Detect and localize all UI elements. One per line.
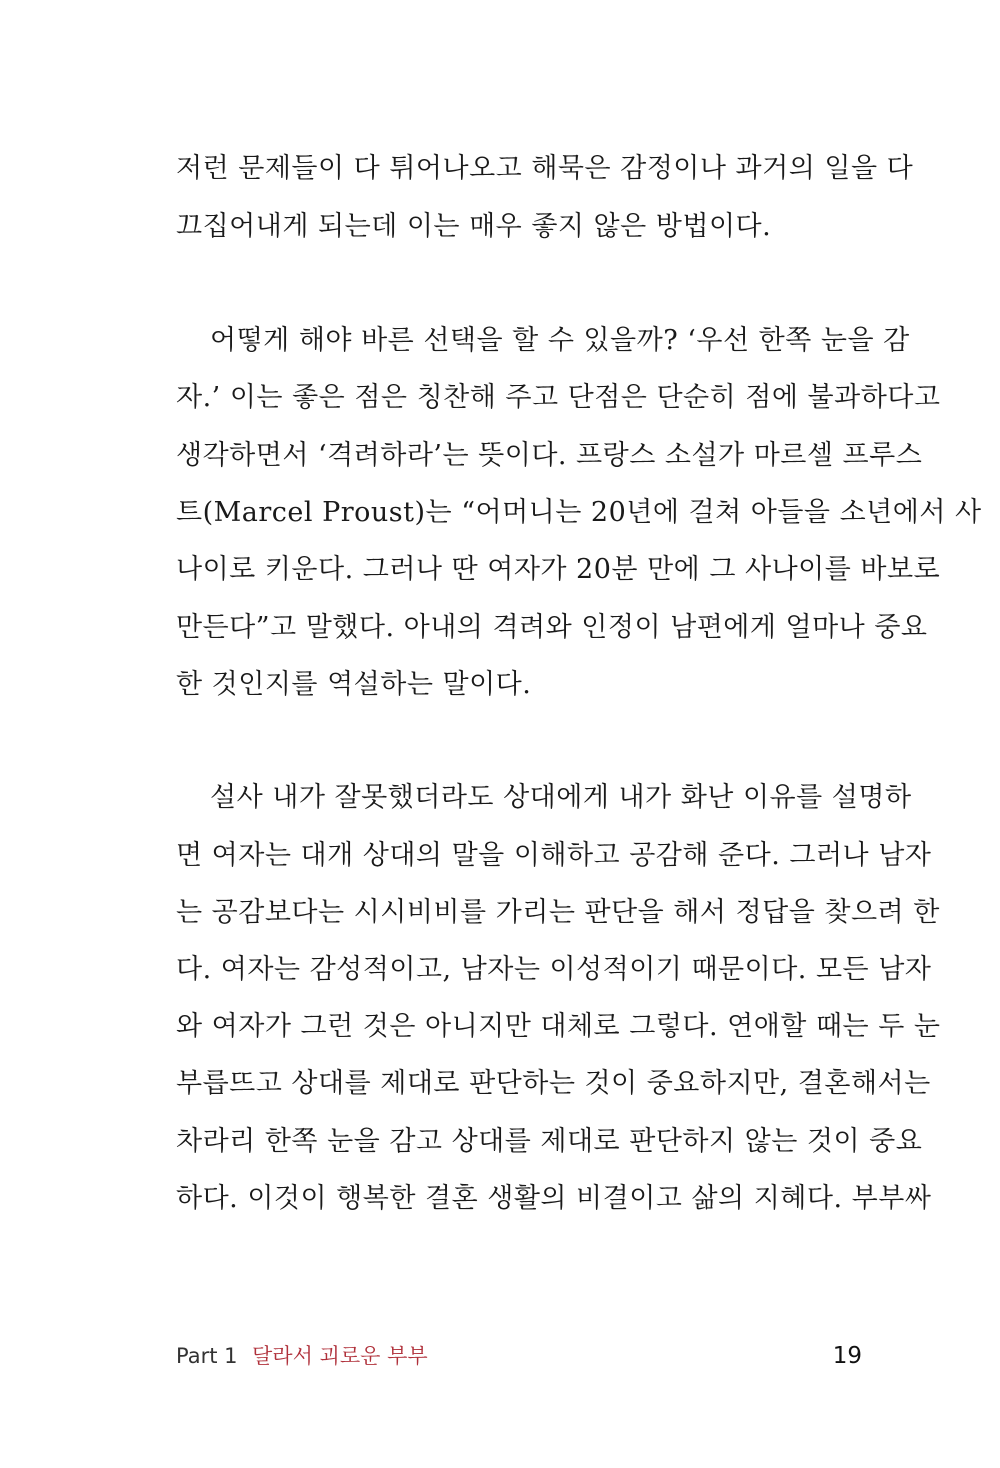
text-line: 끄집어내게 되는데 이는 매우 좋지 않은 방법이다.	[176, 211, 772, 242]
chapter-title: 달라서 괴로운 부부	[252, 1344, 428, 1368]
text-line: 면 여자는 대개 상대의 말을 이해하고 공감해 준다. 그러나 남자	[176, 840, 932, 871]
text-line: 차라리 한쪽 눈을 감고 상대를 제대로 판단하지 않는 것이 중요	[176, 1126, 923, 1157]
page-footer	[176, 1340, 862, 1372]
text-line: 나이로 키운다. 그러나 딴 여자가 20분 만에 그 사나이를 바보로	[176, 554, 941, 585]
text-line: 저런 문제들이 다 튀어나오고 해묵은 감정이나 과거의 일을 다	[176, 153, 914, 184]
text-line: 설사 내가 잘못했더라도 상대에게 내가 화난 이유를 설명하	[210, 782, 912, 813]
text-line: 하다. 이것이 행복한 결혼 생활의 비결이고 삶의 지혜다. 부부싸	[176, 1183, 932, 1214]
page-number: 19	[832, 1343, 862, 1369]
text-line: 생각하면서 ‘격려하라’는 뜻이다. 프랑스 소설가 마르셀 프루스	[176, 440, 923, 471]
text-line: 어떻게 해야 바른 선택을 할 수 있을까? ‘우선 한쪽 눈을 감	[210, 325, 910, 356]
text-line: 트(Marcel Proust)는 “어머니는 20년에 걸쳐 아들을 소년에서 사	[176, 497, 982, 528]
text-line: 다. 여자는 감성적이고, 남자는 이성적이기 때문이다. 모든 남자	[176, 954, 932, 985]
text-line: 와 여자가 그런 것은 아니지만 대체로 그렇다. 연애할 때는 두 눈	[176, 1011, 941, 1042]
text-line: 부릅뜨고 상대를 제대로 판단하는 것이 중요하지만, 결혼해서는	[176, 1068, 931, 1099]
text-line: 자.’ 이는 좋은 점은 칭찬해 주고 단점은 단순히 점에 불과하다고	[176, 382, 941, 413]
text-line: 는 공감보다는 시시비비를 가리는 판단을 해서 정답을 찾으려 한	[176, 897, 940, 928]
text-line: 만든다”고 말했다. 아내의 격려와 인정이 남편에게 얼마나 중요	[176, 612, 928, 643]
text-line: 한 것인지를 역설하는 말이다.	[176, 669, 532, 700]
part-label: Part 1	[176, 1344, 238, 1368]
